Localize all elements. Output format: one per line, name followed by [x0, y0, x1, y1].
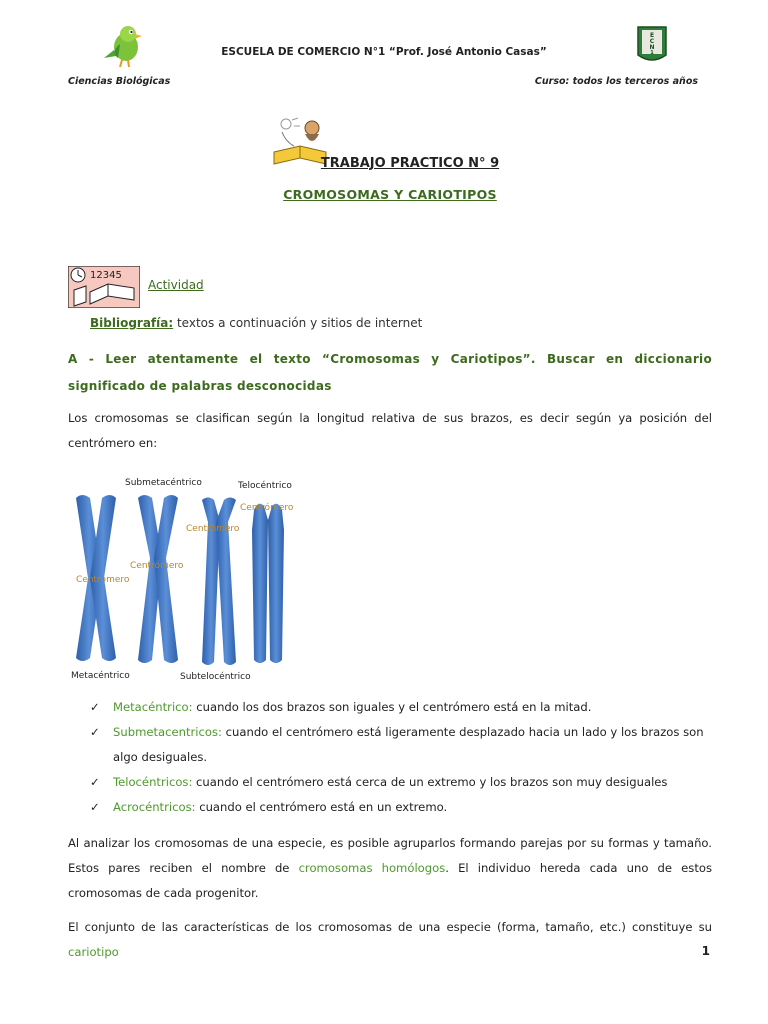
chromosome-types-list — [90, 695, 712, 820]
activity-icon-digits: 12345 — [90, 270, 122, 281]
parrot-logo — [100, 22, 152, 68]
school-name: ESCUELA DE COMERCIO N°1 “Prof. José Antonio Casas” — [221, 46, 547, 58]
intro-paragraph: Los cromosomas se clasifican según la longitud relativa de sus brazos, es decir según ya posición del centrómero en: — [68, 411, 712, 450]
school-emblem — [636, 25, 668, 65]
emblem-letter: C — [649, 38, 655, 45]
list-item — [90, 695, 712, 720]
checkmark-icon: ✓ — [90, 775, 100, 789]
type-desc: cuando el centrómero está ligeramente desplazado hacia un lado y los brazos son algo desiguales. — [113, 725, 704, 764]
page-subtitle: CROMOSOMAS Y CARIOTIPOS — [283, 187, 497, 202]
type-desc: cuando los dos brazos son iguales y el centrómero está en la mitad. — [192, 700, 592, 714]
course-label-value: : todos los terceros años — [565, 76, 698, 87]
bibliography-text: textos a continuación y sitios de internet — [173, 316, 423, 330]
type-desc: cuando el centrómero está cerca de un extremo y los brazos son muy desiguales — [192, 775, 668, 789]
label-submetacentrico: Submetacéntrico — [125, 478, 202, 488]
label-telocentrico: Telocéntrico — [238, 481, 292, 491]
course-label — [535, 76, 698, 87]
type-term: Acrocéntricos: — [113, 800, 196, 814]
page-number: 1 — [701, 944, 710, 958]
para-text: Al analizar los cromosomas de una especie, es posible agruparlos formando parejas por su formas y tamaño. Estos pares reciben el nombre de — [68, 836, 712, 875]
checkmark-icon: ✓ — [90, 700, 100, 714]
karyotype-paragraph — [68, 915, 712, 965]
label-centromero-telo: Centrómero — [240, 503, 294, 513]
type-desc: cuando el centrómero está en un extremo. — [195, 800, 448, 814]
label-subtelocentrico: Subtelocéntrico — [180, 672, 251, 682]
subject-label: Ciencias Biológicas — [68, 76, 171, 87]
term-karyotype: cariotipo — [68, 945, 119, 959]
term-homologous: cromosomas homólogos — [298, 861, 446, 875]
type-term: Metacéntrico: — [113, 700, 193, 714]
homologous-paragraph — [68, 831, 712, 906]
label-centromero-submeta: Centrómero — [130, 561, 184, 571]
activity-icon — [68, 266, 140, 308]
course-label-key: Curso — [534, 76, 566, 87]
label-centromero-meta: Centrómero — [76, 575, 130, 585]
list-item — [90, 770, 712, 795]
checkmark-icon: ✓ — [90, 800, 100, 814]
type-term: Telocéntricos: — [113, 775, 193, 789]
activity-link[interactable]: Actividad — [148, 278, 204, 292]
para-text: . El individuo hereda cada uno de estos cromosomas de cada progenitor. — [68, 861, 713, 900]
type-term: Submetacentricos: — [113, 725, 222, 739]
chromosome-figure — [68, 470, 298, 685]
para-text: El conjunto de las características de los cromosomas de una especie (forma, tamaño, etc.) constituye su — [68, 920, 712, 934]
page-title: TRABAJO PRACTICO N° 9 — [320, 156, 500, 171]
bibliography — [90, 316, 422, 330]
label-centromero-subtelo: Centrómero — [186, 524, 240, 534]
emblem-letter: N — [649, 44, 655, 51]
emblem-letter: E — [649, 32, 655, 39]
instruction-heading: A - Leer atentamente el texto “Cromosomas y Cariotipos”. Buscar en diccionario significado de palabras desconocidas — [68, 352, 712, 393]
label-metacentrico: Metacéntrico — [71, 671, 130, 681]
list-item — [90, 795, 712, 820]
checkmark-icon: ✓ — [90, 725, 100, 739]
bibliography-label: Bibliografía: — [90, 316, 174, 330]
emblem-letter: 1 — [650, 50, 654, 56]
list-item — [90, 720, 712, 770]
